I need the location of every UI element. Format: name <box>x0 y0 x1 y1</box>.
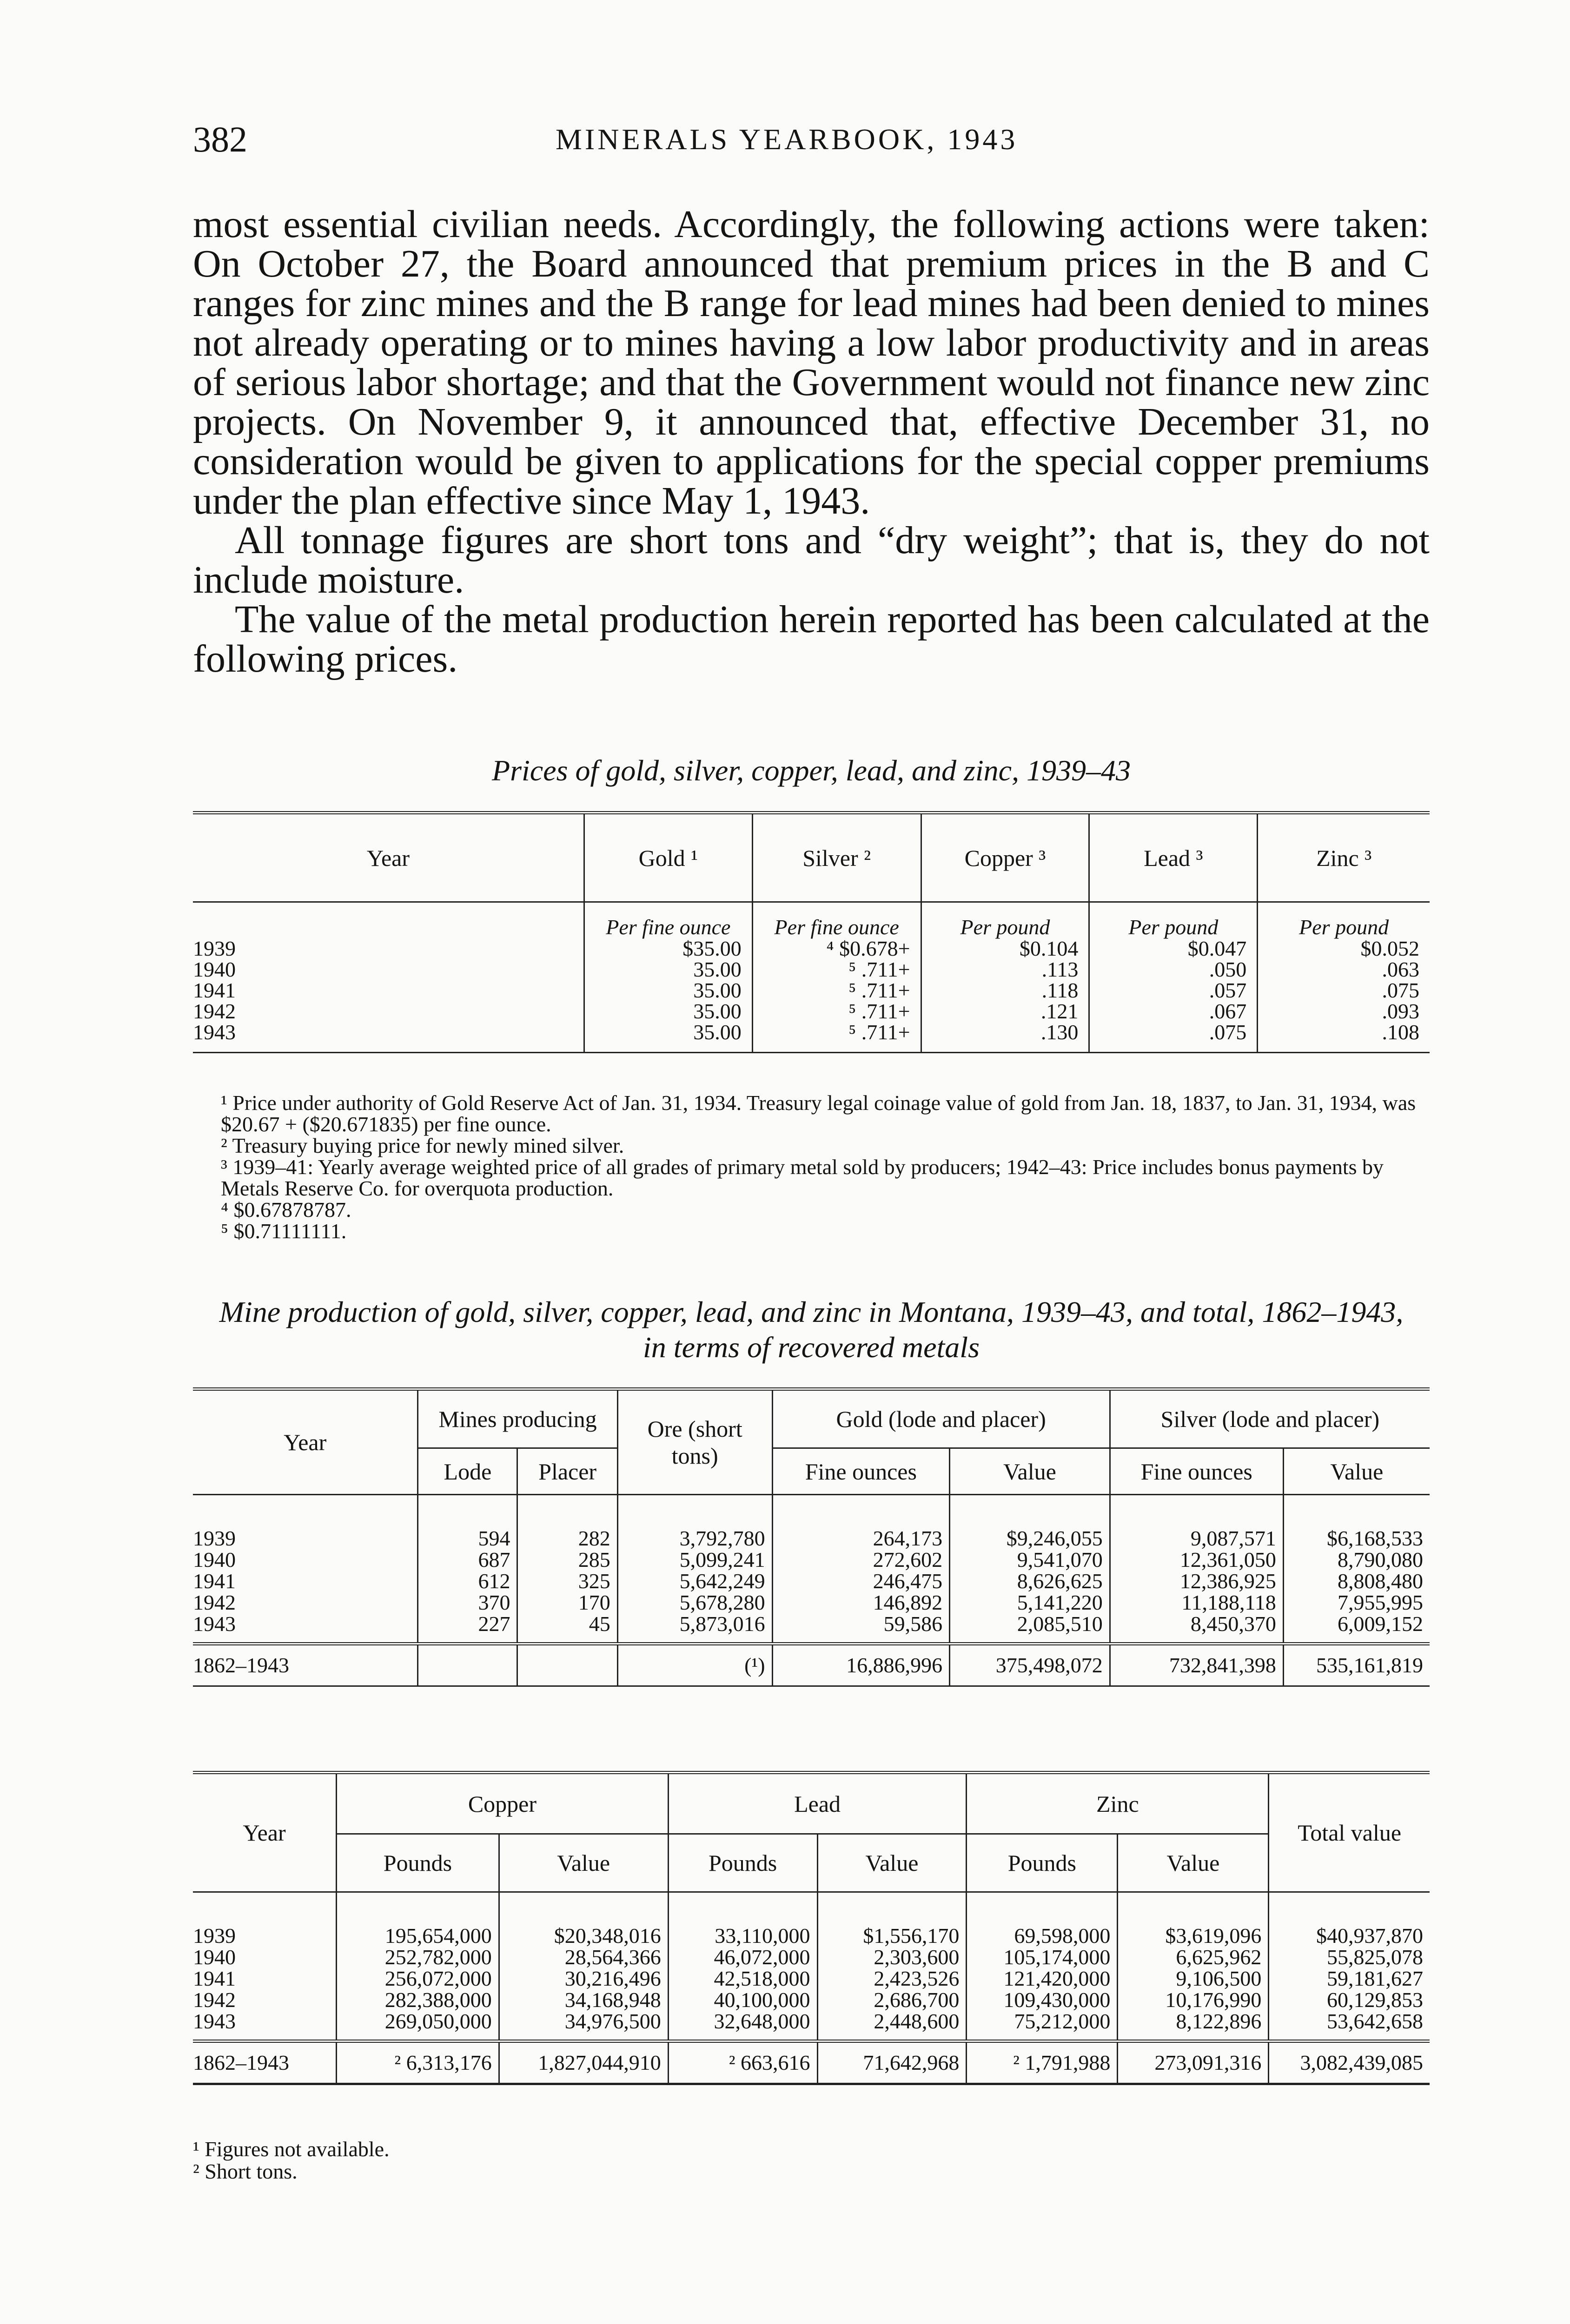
t3-total-pb-val: 71,642,968 <box>817 2041 967 2084</box>
t2-ore: 3,792,780 5,099,241 5,642,249 5,678,280 5,873,016 <box>617 1495 772 1644</box>
t3-total-zn-val: 273,091,316 <box>1118 2041 1269 2084</box>
unit-lead: Per pound <box>1089 902 1258 938</box>
t3-col-zn-val: Value <box>1118 1834 1269 1892</box>
t2-col-gold-oz: Fine ounces <box>772 1448 949 1495</box>
t2-silver-oz: 9,087,571 12,361,050 12,386,925 11,188,118 8,450,370 <box>1110 1495 1283 1644</box>
prices-note-1: ¹ Price under authority of Gold Reserve Act of Jan. 31, 1934. Treasury legal coinage value of gold from Jan. 18, 1837, to Jan. 31, 1934, was $20.67 + ($20.671835) per fine ounce. <box>221 1091 1416 1136</box>
t3-total-zn-lb: ² 1,791,988 <box>967 2041 1118 2084</box>
unit-gold: Per fine ounce <box>584 902 752 938</box>
running-title: MINERALS YEARBOOK, 1943 <box>556 123 1018 156</box>
t3-col-copper: Copper <box>337 1773 669 1834</box>
montana-footnotes <box>193 2138 390 2183</box>
t2-col-silver: Silver (lode and placer) <box>1110 1389 1430 1448</box>
unit-year <box>193 902 584 938</box>
t2-total-placer <box>517 1644 617 1686</box>
t3-col-year: Year <box>193 1773 337 1892</box>
t2-years: 1939 1940 1941 1942 1943 <box>193 1495 418 1644</box>
t2-total-ore: (¹) <box>617 1644 772 1686</box>
footnote-1: ¹ Figures not available. <box>193 2137 390 2161</box>
t2-col-gold: Gold (lode and placer) <box>772 1389 1110 1448</box>
t3-years: 1939 1940 1941 1942 1943 <box>193 1892 337 2041</box>
prices-lead: $0.047 .050 .057 .067 .075 <box>1089 938 1258 1053</box>
t3-zn-val: $3,619,096 6,625,962 9,106,500 10,176,990 8,122,896 <box>1118 1892 1269 2041</box>
t2-col-year: Year <box>193 1389 418 1495</box>
paragraph-1: most essential civilian needs. Accordingly, the following actions were taken: On October 27, the Board announced that premium prices in the B and C ranges for zinc mines and the B range for lead mines had been denied to mines not already operating or to mines having a low labor productivity and in areas of serious labor shortage; and that the Government would not finance new zinc projects. On November 9, it announced that, effective December 31, no consideration would be given to applications for the special copper premiums under the plan effective since May 1, 1943. <box>193 203 1430 522</box>
t2-total-lode <box>418 1644 517 1686</box>
t2-col-ore: Ore (short tons) <box>617 1389 772 1495</box>
t2-col-mines: Mines producing <box>418 1389 617 1448</box>
t3-total-label: 1862–1943 <box>193 2041 337 2084</box>
t3-col-cu-val: Value <box>499 1834 668 1892</box>
t3-total-cu-lb: ² 6,313,176 <box>337 2041 499 2084</box>
t2-total-gold-oz: 16,886,996 <box>772 1644 949 1686</box>
prices-zinc: $0.052 .063 .075 .093 .108 <box>1258 938 1430 1053</box>
unit-copper: Per pound <box>921 902 1089 938</box>
t3-col-pb-lb: Pounds <box>668 1834 817 1892</box>
t2-col-silver-value: Value <box>1283 1448 1430 1495</box>
t3-zn-lb: 69,598,000 105,174,000 121,420,000 109,430,000 75,212,000 <box>967 1892 1118 2041</box>
t2-silver-value: $6,168,533 8,790,080 8,808,480 7,955,995 6,009,152 <box>1283 1495 1430 1644</box>
t2-total-label: 1862–1943 <box>193 1644 418 1686</box>
paragraph-3: The value of the metal production herein reported has been calculated at the following prices. <box>193 598 1430 680</box>
t3-col-total: Total value <box>1269 1773 1430 1892</box>
t3-col-pb-val: Value <box>817 1834 967 1892</box>
footnote-2: ² Short tons. <box>193 2159 298 2183</box>
prices-note-3: ³ 1939–41: Yearly average weighted price of all grades of primary metal sold by producers; 1942–43: Price includes bonus payments by Metals Reserve Co. for overquota production. <box>221 1155 1384 1200</box>
prices-years: 1939 1940 1941 1942 1943 <box>193 938 584 1053</box>
prices-note-2: ² Treasury buying price for newly mined silver. <box>221 1134 624 1157</box>
prices-note-5: ⁵ $0.71111111. <box>221 1219 347 1243</box>
t2-col-lode: Lode <box>418 1448 517 1495</box>
t3-col-cu-lb: Pounds <box>337 1834 499 1892</box>
t2-gold-oz: 264,173 272,602 246,475 146,892 59,586 <box>772 1495 949 1644</box>
unit-silver: Per fine ounce <box>752 902 921 938</box>
t2-lode: 594 687 612 370 227 <box>418 1495 517 1644</box>
col-lead: Lead ³ <box>1089 813 1258 902</box>
t3-cu-val: $20,348,016 28,564,366 30,216,496 34,168,948 34,976,500 <box>499 1892 668 2041</box>
col-year: Year <box>193 813 584 902</box>
t2-total-silver-value: 535,161,819 <box>1283 1644 1430 1686</box>
t3-total-pb-lb: ² 663,616 <box>668 2041 817 2084</box>
col-gold: Gold ¹ <box>584 813 752 902</box>
t2-col-silver-oz: Fine ounces <box>1110 1448 1283 1495</box>
prices-gold: $35.00 35.00 35.00 35.00 35.00 <box>584 938 752 1053</box>
col-zinc: Zinc ³ <box>1258 813 1430 902</box>
prices-copper: $0.104 .113 .118 .121 .130 <box>921 938 1089 1053</box>
t2-col-gold-value: Value <box>950 1448 1110 1495</box>
t2-total-silver-oz: 732,841,398 <box>1110 1644 1283 1686</box>
t3-pb-lb: 33,110,000 46,072,000 42,518,000 40,100,000 32,648,000 <box>668 1892 817 2041</box>
unit-zinc: Per pound <box>1258 902 1430 938</box>
t3-total-cu-val: 1,827,044,910 <box>499 2041 668 2084</box>
col-silver: Silver ² <box>752 813 921 902</box>
t3-pb-val: $1,556,170 2,303,600 2,423,526 2,686,700 2,448,600 <box>817 1892 967 2041</box>
t2-gold-value: $9,246,055 9,541,070 8,626,625 5,141,220 2,085,510 <box>950 1495 1110 1644</box>
prices-footnotes <box>193 1092 1430 1242</box>
t3-total-value: $40,937,870 55,825,078 59,181,627 60,129,853 53,642,658 <box>1269 1892 1430 2041</box>
prices-silver: ⁴ $0.678+ ⁵ .711+ ⁵ .711+ ⁵ .711+ ⁵ .711+ <box>752 938 921 1053</box>
t3-col-zinc: Zinc <box>967 1773 1269 1834</box>
page-header <box>193 119 1430 165</box>
body-text <box>193 205 1430 679</box>
montana-table-caption: Mine production of gold, silver, copper, lead, and zinc in Montana, 1939–43, and total, 1862–1943, in terms of recovered metals <box>219 1295 1404 1364</box>
prices-table-caption: Prices of gold, silver, copper, lead, and zinc, 1939–43 <box>491 754 1131 787</box>
montana-precious-metals-table <box>193 1387 1430 1687</box>
t2-col-placer: Placer <box>517 1448 617 1495</box>
t2-total-gold-value: 375,498,072 <box>950 1644 1110 1686</box>
t3-cu-lb: 195,654,000 252,782,000 256,072,000 282,388,000 269,050,000 <box>337 1892 499 2041</box>
montana-base-metals-table <box>193 1771 1430 2085</box>
prices-table <box>193 811 1430 1053</box>
t2-placer: 282 285 325 170 45 <box>517 1495 617 1644</box>
paragraph-2: All tonnage figures are short tons and “dry weight”; that is, they do not include moisture. <box>193 519 1430 601</box>
t3-col-lead: Lead <box>668 1773 967 1834</box>
t3-grand-total: 3,082,439,085 <box>1269 2041 1430 2084</box>
col-copper: Copper ³ <box>921 813 1089 902</box>
t3-col-zn-lb: Pounds <box>967 1834 1118 1892</box>
prices-note-4: ⁴ $0.67878787. <box>221 1198 351 1221</box>
page-number: 382 <box>193 119 247 159</box>
